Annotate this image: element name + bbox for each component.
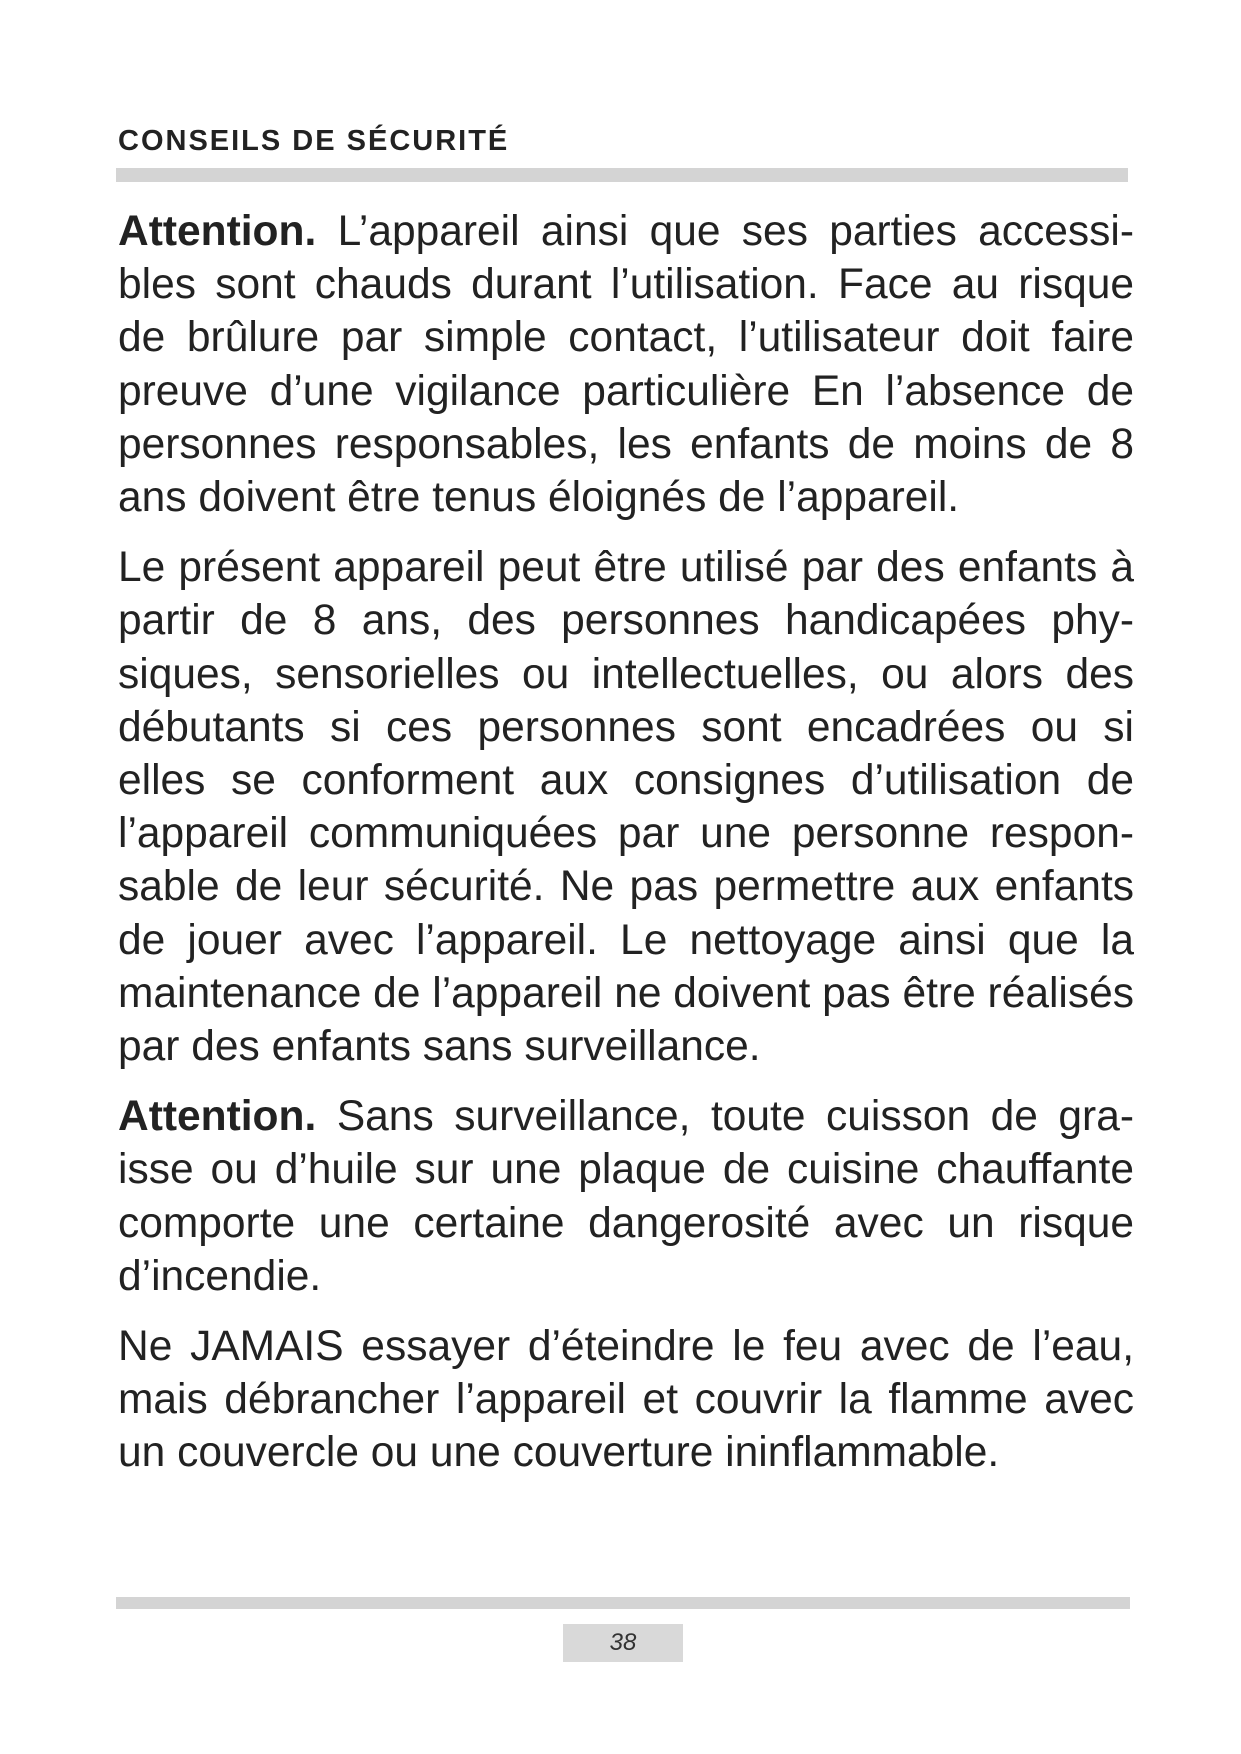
- paragraph-extinguish-instructions: [118, 1320, 1134, 1480]
- paragraph-warning-fire-risk: [118, 1090, 1134, 1303]
- page-number: 38: [609, 1629, 637, 1656]
- body-text: [118, 205, 1134, 1480]
- paragraph-text: Ne JAMAIS essayer d’éteindre le feu avec de l’eau, mais débrancher l’appareil et couvrir la flamme avec un couvercle ou une couverture ininflammable.: [118, 1323, 1134, 1477]
- footer-divider: [116, 1597, 1130, 1609]
- paragraph-children-usage: [118, 541, 1134, 1073]
- paragraph-lead: Attention.: [118, 208, 317, 255]
- paragraph-warning-hot-surfaces: [118, 205, 1134, 524]
- header-divider: [116, 168, 1128, 182]
- paragraph-text: Sans surveillance, toute cuisson de graisse ou d’huile sur une plaque de cuisine chauffante comporte une certaine dangerosité avec un risque d’incendie.: [118, 1093, 1134, 1300]
- paragraph-lead: Attention.: [118, 1093, 317, 1141]
- page-number-box: [563, 1624, 683, 1662]
- paragraph-text: Le présent appareil peut être utilisé par des enfants à partir de 8 ans, des personnes handicapées physiques, sensorielles ou intellectuelles, ou alors des débutants si ces personnes sont encadrées ou si elles se conforment aux consignes d’utilisation de l’appareil communiquées par une personne responsable de leur sécurité. Ne pas permettre aux enfants de jouer avec l’appareil. Le nettoyage ainsi que la maintenance de l’appareil ne doivent pas être réalisés par des enfants sans surveillance.: [118, 544, 1134, 1071]
- section-title: CONSEILS DE SÉCURITÉ: [118, 125, 510, 157]
- paragraph-text: L’appareil ainsi que ses parties accessibles sont chauds durant l’utilisation. Face au risque de brûlure par simple contact, l’utilisateur doit faire preuve d’une vigilance particulière En l’absence de personnes responsables, les enfants de moins de 8 ans doivent être tenus éloignés de l’appareil.: [118, 208, 1134, 522]
